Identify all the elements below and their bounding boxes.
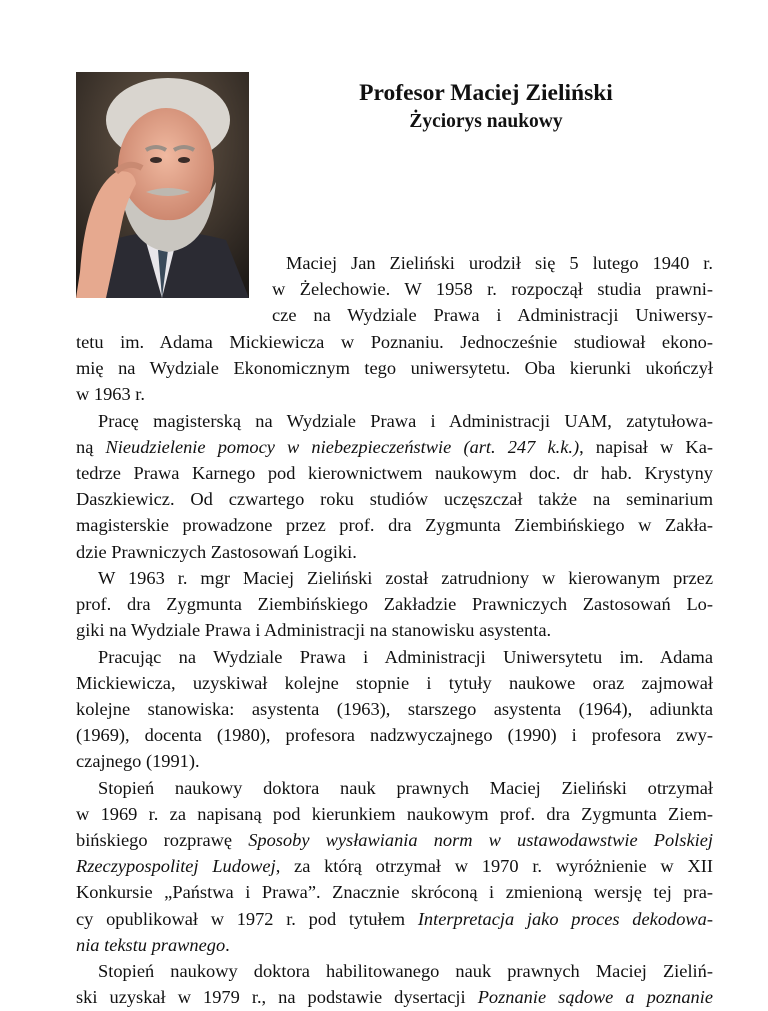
- text-segment: tetu im. Adama Mickiewicza w Poznaniu. Jednocześnie studiował ekono-: [76, 332, 713, 352]
- italic-title-segment: Nieudzielenie pomocy w niebezpieczeństwie (art. 247 k.k.): [105, 437, 580, 457]
- text-segment: prof. dra Zygmunta Ziembińskiego Zakładzie Prawniczych Zastosowań Lo-: [76, 594, 713, 614]
- text-segment: (1969), docenta (1980), profesora nadzwyczajnego (1990) i profesora zwy-: [76, 725, 713, 745]
- text-line: [76, 748, 713, 775]
- text-segment: , za którą otrzymał w 1970 r. wyróżnienie w XII: [275, 856, 713, 876]
- text-segment: Stopień naukowy doktora nauk prawnych Maciej Zieliński otrzymał: [98, 778, 713, 798]
- italic-title-segment: nia tekstu prawnego: [76, 935, 226, 955]
- text-line: [76, 408, 713, 435]
- text-line: [76, 775, 713, 802]
- text-segment: w 1969 r. za napisaną pod kierunkiem naukowym prof. dra Zygmunta Ziem-: [76, 804, 713, 824]
- text-line: [76, 329, 713, 356]
- text-line: [272, 250, 713, 277]
- text-segment: dzie Prawniczych Zastosowań Logiki.: [76, 542, 357, 562]
- text-segment: Stopień naukowy doktora habilitowanego nauk prawnych Maciej Zieliń-: [98, 961, 713, 981]
- text-line: [76, 539, 713, 566]
- text-line: [272, 276, 713, 303]
- text-line: [76, 434, 713, 461]
- text-line: [76, 801, 713, 828]
- text-segment: ną: [76, 437, 106, 457]
- text-segment: cze na Wydziale Prawa i Administracji Uniwersy-: [272, 305, 713, 325]
- text-segment: Daszkiewicz. Od czwartego roku studiów uczęszczał także na seminarium: [76, 489, 713, 509]
- title-block: [260, 78, 712, 136]
- portrait-photo: [76, 72, 249, 298]
- text-segment: w Żelechowie. W 1958 r. rozpoczął studia prawni-: [272, 279, 713, 299]
- text-segment: w 1963 r.: [76, 384, 145, 404]
- text-line: [76, 722, 713, 749]
- text-segment: Pracując na Wydziale Prawa i Administracji Uniwersytetu im. Adama: [98, 647, 713, 667]
- text-line: [76, 512, 713, 539]
- italic-title-segment: Sposoby wysławiania norm w ustawodawstwie Polskiej: [248, 830, 713, 850]
- text-line: [272, 302, 713, 329]
- text-line: [76, 644, 713, 671]
- text-segment: .: [225, 935, 230, 955]
- text-segment: Maciej Jan Zieliński urodził się 5 lutego 1940 r.: [286, 253, 713, 273]
- text-line: [76, 932, 713, 959]
- text-line: [76, 381, 713, 408]
- text-line: [76, 853, 713, 880]
- text-segment: magisterskie prowadzone przez prof. dra Zygmunta Ziembińskiego w Zakła-: [76, 515, 713, 535]
- text-segment: Pracę magisterską na Wydziale Prawa i Administracji UAM, zatytułowa-: [98, 411, 713, 431]
- text-segment: , napisał w Ka-: [579, 437, 713, 457]
- italic-title-segment: Interpretacja jako proces dekodowa-: [417, 909, 713, 929]
- text-line: [76, 984, 713, 1011]
- text-segment: cy opublikował w 1972 r. pod tytułem: [76, 909, 418, 929]
- text-segment: ski uzyskał w 1979 r., na podstawie dysertacji: [76, 987, 478, 1007]
- text-line: [76, 670, 713, 697]
- text-segment: kolejne stanowiska: asystenta (1963), starszego asystenta (1964), adiunkta: [76, 699, 713, 719]
- text-line: [76, 906, 713, 933]
- text-segment: czajnego (1991).: [76, 751, 200, 771]
- italic-title-segment: Poznanie sądowe a poznanie: [477, 987, 714, 1007]
- text-segment: giki na Wydziale Prawa i Administracji na stanowisku asystenta.: [76, 620, 552, 640]
- page-title: Profesor Maciej Zieliński: [359, 80, 613, 106]
- italic-title-segment: Rzeczypospolitej Ludowej: [76, 856, 276, 876]
- text-segment: mię na Wydziale Ekonomicznym tego uniwersytetu. Oba kierunki ukończył: [76, 358, 713, 378]
- text-line: [76, 696, 713, 723]
- text-line: [76, 486, 713, 513]
- text-line: [76, 879, 713, 906]
- text-line: [76, 591, 713, 618]
- text-segment: Mickiewicza, uzyskiwał kolejne stopnie i tytuły naukowe oraz zajmował: [76, 673, 713, 693]
- page-subtitle: Życiorys naukowy: [409, 111, 563, 132]
- text-segment: Konkursie „Państwa i Prawa”. Znacznie skróconą i zmienioną wersję tej pra-: [76, 882, 713, 902]
- text-line: [76, 355, 713, 382]
- text-line: [76, 958, 713, 985]
- text-segment: bińskiego rozprawę: [76, 830, 249, 850]
- text-segment: tedrze Prawa Karnego pod kierownictwem naukowym doc. dr hab. Krystyny: [76, 463, 713, 483]
- text-line: [76, 617, 713, 644]
- text-segment: W 1963 r. mgr Maciej Zieliński został zatrudniony w kierowanym przez: [98, 568, 713, 588]
- portrait-illustration: [76, 72, 249, 298]
- text-line: [76, 460, 713, 487]
- text-line: [76, 565, 713, 592]
- text-line: [76, 827, 713, 854]
